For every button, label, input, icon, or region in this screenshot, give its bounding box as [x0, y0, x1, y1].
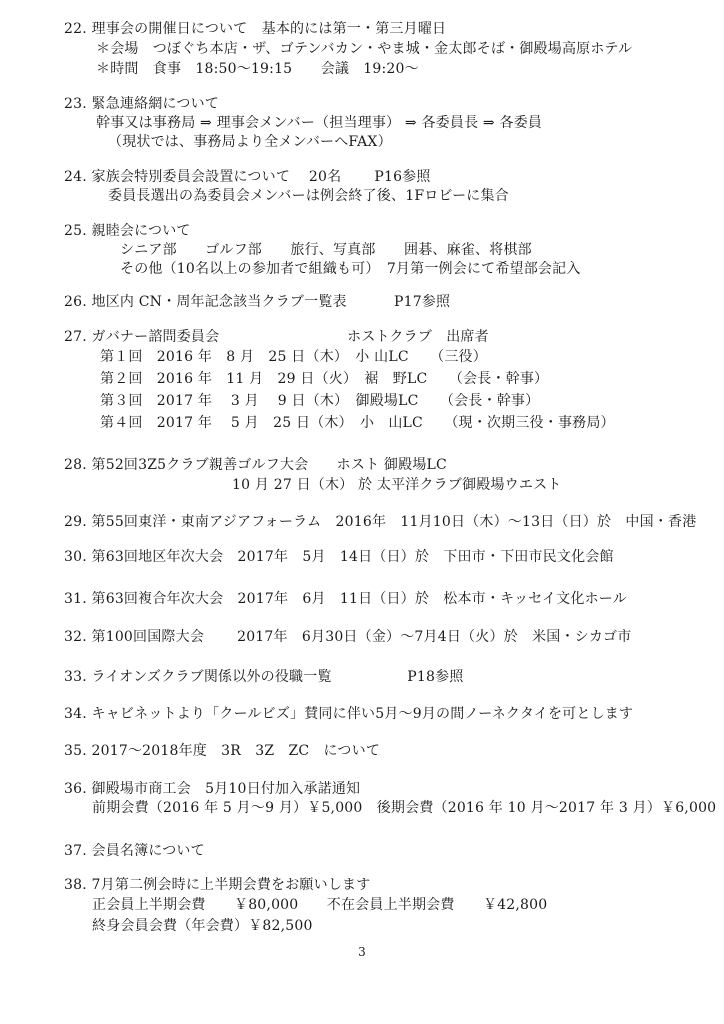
item-23-note: （現状では、事務局より全メンバーへFAX）	[108, 134, 392, 150]
item-36-fees: 前期会費（2016 年 5 月〜9 月）￥5,000 後期会費（2016 年 10 月〜2017 年 3 月）￥6,000	[92, 800, 717, 816]
item-25-heading: 25. 親睦会について	[64, 223, 191, 239]
item-27-heading: 27. ガバナー諮問委員会 ホストクラブ 出席者	[64, 329, 489, 345]
item-38-lifetime-fee: 終身会員会費（年会費）￥82,500	[92, 918, 313, 934]
item-24-note: 委員長選出の為委員会メンバーは例会終了後、1Fロビーに集合	[108, 188, 509, 204]
item-27-session-1: 第１回 2016 年 8 月 25 日（木） 小 山LC （三役）	[100, 349, 487, 365]
item-25-clubs: シニア部 ゴルフ部 旅行、写真部 囲碁、麻雀、将棋部	[120, 242, 532, 258]
item-22-time: ＊時間 食事 18:50〜19:15 会議 19:20〜	[96, 61, 419, 77]
item-22-heading: 22. 理事会の開催日について 基本的には第一・第三月曜日	[64, 21, 447, 37]
item-27-session-2: 第２回 2016 年 11 月 29 日（火） 裾 野LC （会長・幹事）	[100, 371, 549, 387]
item-29: 29. 第55回東洋・東南アジアフォーラム 2016年 11月10日（木）〜13日（日）於 中国・香港	[64, 514, 697, 530]
item-33: 33. ライオンズクラブ関係以外の役職一覧 P18参照	[64, 669, 464, 685]
item-28-heading: 28. 第52回3Z5クラブ親善ゴルフ大会 ホスト 御殿場LC	[64, 457, 447, 473]
item-38-heading: 38. 7月第二例会時に上半期会費をお願いします	[64, 877, 371, 893]
item-22-venue: ＊会場 つぼぐち本店・ザ、ゴテンバカン・やま城・金太郎そば・御殿場高原ホテル	[96, 41, 633, 57]
item-25-other: その他（10名以上の参加者で組織も可） 7月第一例会にて希望部会記入	[120, 261, 581, 277]
item-32: 32. 第100回国際大会 2017年 6月30日（金）〜7月4日（火）於 米国・シカゴ市	[64, 629, 632, 645]
page-number: 3	[358, 945, 366, 959]
item-37: 37. 会員名簿について	[64, 843, 205, 859]
item-36-heading: 36. 御殿場市商工会 5月10日付加入承諾通知	[64, 781, 361, 797]
item-23-chain: 幹事又は事務局 ⇒ 理事会メンバー（担当理事） ⇒ 各委員長 ⇒ 各委員	[96, 115, 543, 131]
item-30: 30. 第63回地区年次大会 2017年 5月 14日（日）於 下田市・下田市民文化会館	[64, 549, 614, 565]
item-35: 35. 2017〜2018年度 3R 3Z ZC について	[64, 743, 381, 759]
item-34: 34. キャビネットより「クールビズ」賛同に伴い5月〜9月の間ノーネクタイを可とします	[64, 706, 634, 722]
item-38-half-year-fees: 正会員上半期会費 ￥80,000 不在会員上半期会費 ￥42,800	[92, 897, 548, 913]
item-27-session-4: 第４回 2017 年 5 月 25 日（木） 小 山LC （現・次期三役・事務局）	[100, 415, 615, 431]
item-26-heading: 26. 地区内 CN・周年記念該当クラブ一覧表 P17参照	[64, 294, 451, 310]
item-24-heading: 24. 家族会特別委員会設置について 20名 P16参照	[64, 169, 431, 185]
item-28-venue: 10 月 27 日（木） 於 太平洋クラブ御殿場ウエスト	[232, 477, 562, 493]
item-23-heading: 23. 緊急連絡網について	[64, 96, 220, 112]
item-27-session-3: 第３回 2017 年 3 月 9 日（木） 御殿場LC （会長・幹事）	[100, 393, 540, 409]
item-31: 31. 第63回複合年次大会 2017年 6月 11日（日）於 松本市・キッセイ文化ホール	[64, 591, 627, 607]
